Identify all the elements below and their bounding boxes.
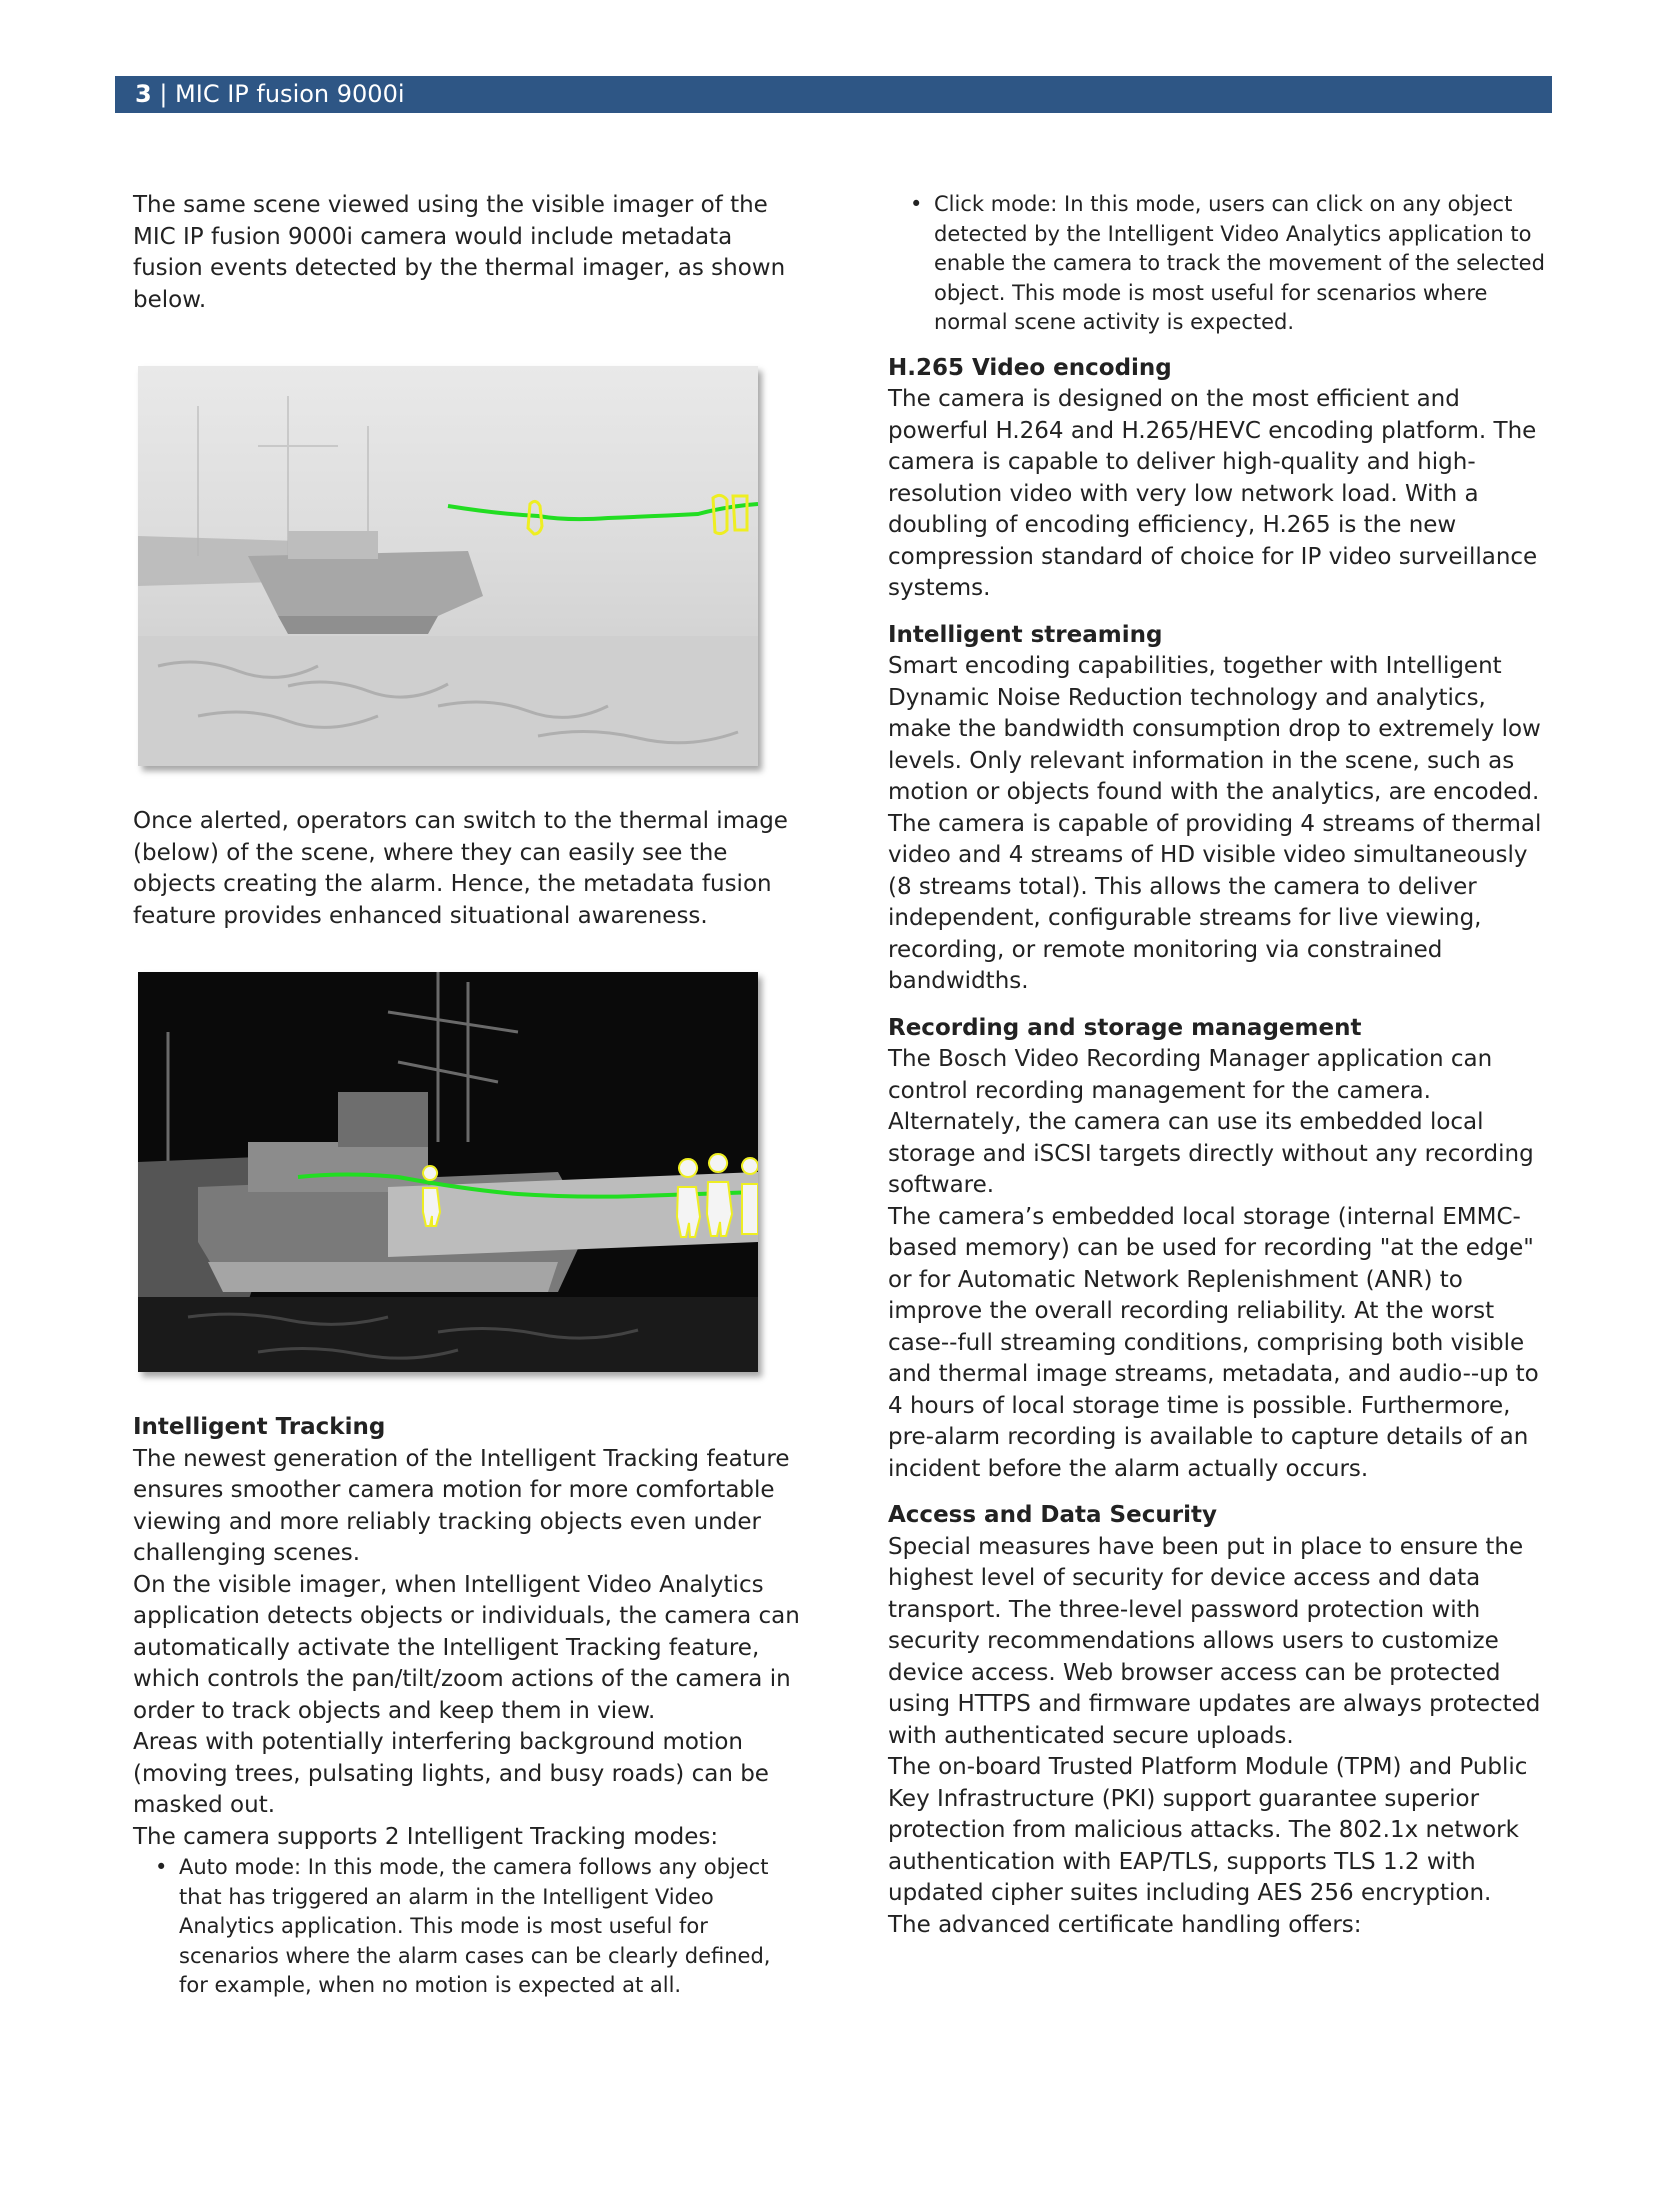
click-mode-text: Click mode: In this mode, users can click on any object detected by the Intelligent Video Analytics application to enable the camera to track the movement of the selected object. This mode is most useful for scenarios where normal scene activity is expected. xyxy=(934,192,1545,334)
bullet-icon: • xyxy=(910,192,923,216)
tracking-paragraph-1: The newest generation of the Intelligent Tracking feature ensures smoother camera motion for more comfortable viewing and more reliably tracking objects even under challenging scenes. xyxy=(133,1445,790,1566)
page-number: 3 xyxy=(135,80,152,108)
security-paragraph-2: The on-board Trusted Platform Module (TPM) and Public Key Infrastructure (PKI) support guarantee superior protection from malicious attacks. The 802.1x network authentication with EAP/TLS, supports TLS 1.2 with updated cipher suites including AES 256 encryption. xyxy=(888,1754,1528,1906)
visible-imager-scene xyxy=(138,366,758,766)
tracking-modes-list-continued xyxy=(888,190,1548,338)
tracking-paragraph-3: Areas with potentially interfering background motion (moving trees, pulsating lights, and busy roads) can be masked out. xyxy=(133,1729,769,1818)
security-heading: Access and Data Security xyxy=(888,1502,1217,1528)
streaming-paragraph-1: Smart encoding capabilities, together with Intelligent Dynamic Noise Reduction technology and analytics, make the bandwidth consumption drop to extremely low levels. Only relevant information in the scene, such as motion or objects found with the analytics, are encoded. xyxy=(888,653,1541,805)
recording-heading: Recording and storage management xyxy=(888,1014,1362,1041)
intro-paragraph: The same scene viewed using the visible imager of the MIC IP fusion 9000i camera would include metadata fusion events detected by the thermal imager, as shown below. xyxy=(133,192,786,313)
intelligent-tracking-section xyxy=(133,1412,803,2001)
page-header-bar xyxy=(115,76,1552,113)
intelligent-streaming-heading: Intelligent streaming xyxy=(888,621,1163,648)
recording-section xyxy=(888,1013,1548,1486)
visible-imager-photo xyxy=(138,366,758,766)
right-column xyxy=(888,190,1548,1941)
left-column xyxy=(133,190,803,2001)
h265-heading: H.265 Video encoding xyxy=(888,354,1172,381)
security-section xyxy=(888,1500,1548,1941)
alert-paragraph: Once alerted, operators can switch to the thermal image (below) of the scene, where they can easily see the objects creating the alarm. Hence, the metadata fusion feature provides enhanced situational awareness. xyxy=(133,808,788,929)
thermal-imager-scene xyxy=(138,972,758,1372)
intelligent-streaming-section xyxy=(888,620,1548,998)
intelligent-tracking-heading: Intelligent Tracking xyxy=(133,1414,386,1440)
security-paragraph-3: The advanced certificate handling offers: xyxy=(888,1911,1362,1938)
bullet-icon: • xyxy=(155,1855,168,1879)
recording-paragraph-1: The Bosch Video Recording Manager application can control recording management for the camera. Alternately, the camera can use its embedded local storage and iSCSI targets directly without any recording software. xyxy=(888,1046,1534,1198)
list-item xyxy=(133,1853,803,2001)
thermal-imager-photo xyxy=(138,972,758,1372)
document-title: MIC IP fusion 9000i xyxy=(175,80,405,108)
h265-paragraph: The camera is designed on the most efficient and powerful H.264 and H.265/HEVC encoding platform. The camera is capable to deliver high-quality and high-resolution video with very low network load. With a doubling of encoding efficiency, H.265 is the new compression standard of choice for IP video surveillance systems. xyxy=(888,386,1538,601)
auto-mode-text: Auto mode: In this mode, the camera follows any object that has triggered an alarm in the Intelligent Video Analytics application. This mode is most useful for scenarios where the alarm cases can be clearly defined, for example, when no motion is expected at all. xyxy=(179,1855,771,1997)
h265-section xyxy=(888,353,1548,605)
streaming-paragraph-2: The camera is capable of providing 4 streams of thermal video and 4 streams of HD visible video simultaneously (8 streams total). This allows the camera to deliver independent, configurable streams for live viewing, recording, or remote monitoring via constrained bandwidths. xyxy=(888,810,1542,994)
tracking-paragraph-2: On the visible imager, when Intelligent Video Analytics application detects objects or individuals, the camera can automatically activate the Intelligent Tracking feature, which controls the pan/tilt/zoom actions of the camera in order to track objects and keep them in view. xyxy=(133,1571,800,1724)
tracking-paragraph-4: The camera supports 2 Intelligent Tracking modes: xyxy=(133,1823,719,1850)
list-item xyxy=(888,190,1548,338)
header-separator: | xyxy=(151,80,176,108)
tracking-modes-list xyxy=(133,1853,803,2001)
recording-paragraph-2: The camera’s embedded local storage (internal EMMC-based memory) can be used for recording "at the edge" or for Automatic Network Replenishment (ANR) to improve the overall recording reliability. At the worst case--full streaming conditions, comprising both visible and thermal image streams, metadata, and audio--up to 4 hours of local storage time is possible. Furthermore, pre-alarm recording is available to capture details of an incident before the alarm actually occurs. xyxy=(888,1203,1539,1482)
security-paragraph-1: Special measures have been put in place to ensure the highest level of security for device access and data transport. The three-level password protection with security recommendations allows users to customize device access. Web browser access can be protected using HTTPS and firmware updates are always protected with authenticated secure uploads. xyxy=(888,1533,1541,1749)
